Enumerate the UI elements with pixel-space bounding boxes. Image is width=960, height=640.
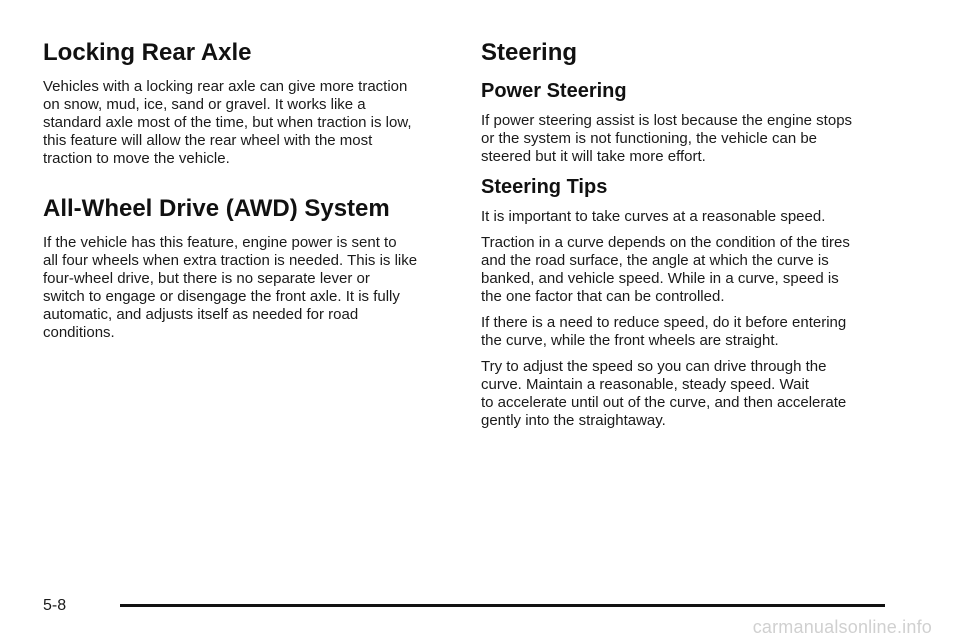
power-steering-paragraph: If power steering assist is lost because the engine stops or the system is not functioning, the vehicle can be steered but it will take more effort. — [481, 112, 853, 165]
locking-rear-axle-paragraph: Vehicles with a locking rear axle can give more traction on snow, mud, ice, sand or gravel. It works like a standard axle most of the time, but when traction is low, this feature will allow the rear wheel with the most traction to move the vehicle. — [43, 78, 412, 167]
steering-tips-paragraph-1: It is important to take curves at a reasonable speed. — [481, 208, 826, 225]
left-column — [43, 38, 453, 350]
watermark: carmanualsonline.info — [752, 617, 932, 637]
steering-tips-paragraph-2: Traction in a curve depends on the condition of the tires and the road surface, the angle at which the curve is banked, and vehicle speed. While in a curve, speed is the one factor that can be controlled. — [481, 234, 850, 305]
locking-rear-axle-heading: Locking Rear Axle — [43, 39, 252, 66]
footer-rule — [120, 604, 885, 607]
power-steering-subheading: Power Steering — [481, 80, 627, 102]
right-column — [481, 38, 891, 438]
page-number: 5-8 — [43, 597, 67, 614]
awd-system-heading: All-Wheel Drive (AWD) System — [43, 195, 390, 222]
steering-tips-paragraph-3: If there is a need to reduce speed, do it before entering the curve, while the front wheels are straight. — [481, 314, 847, 349]
steering-tips-paragraph-4: Try to adjust the speed so you can drive through the curve. Maintain a reasonable, steady speed. Wait to accelerate until out of the curve, and then accelerate gently into the straightaway. — [481, 358, 847, 429]
steering-tips-subheading: Steering Tips — [481, 176, 608, 198]
steering-heading: Steering — [481, 39, 578, 66]
awd-system-paragraph: If the vehicle has this feature, engine power is sent to all four wheels when extra traction is needed. This is like four-wheel drive, but there is no separate lever or switch to engage or disengage the front axle. It is fully automatic, and adjusts itself as needed for road conditions. — [43, 234, 418, 341]
